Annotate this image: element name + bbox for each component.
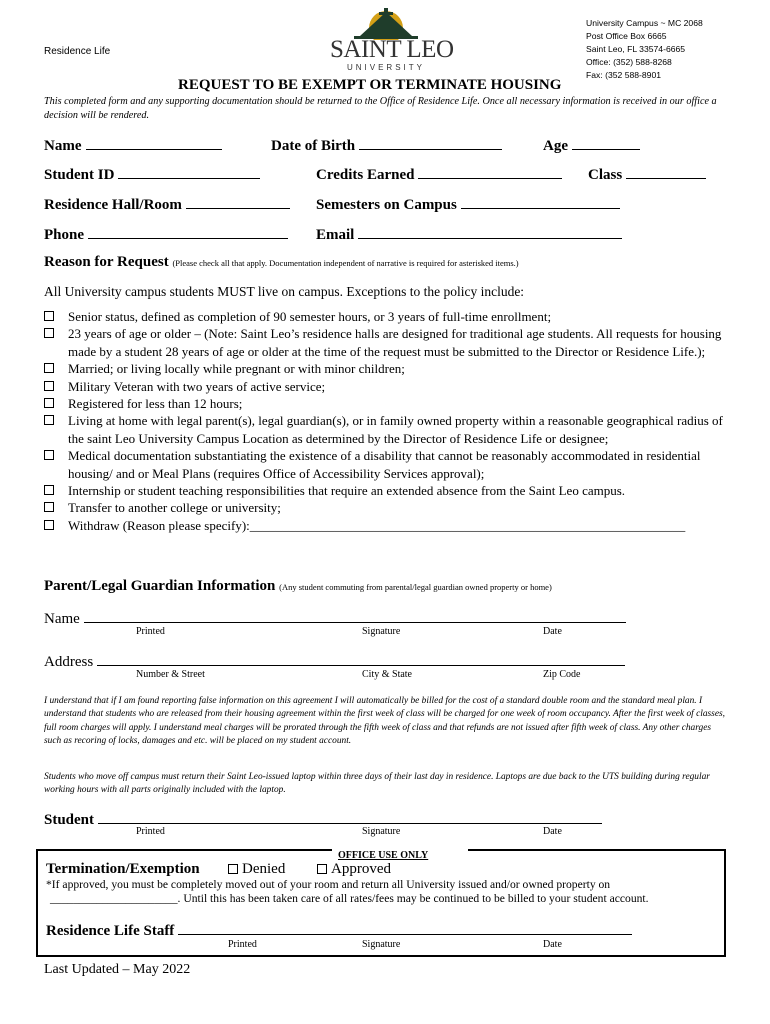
semesters-label: Semesters on Campus (316, 197, 457, 213)
checkbox[interactable] (44, 415, 54, 425)
university-logo (330, 6, 454, 76)
form-instructions: This completed form and any supporting documentation should be returned to the Office of Residence Life. Once all necessary information is received in our office a decision will be rendered. (44, 96, 717, 121)
hall-room-input-line[interactable] (186, 194, 290, 209)
staff-date-label: Date (543, 939, 562, 950)
option-age[interactable] (44, 325, 734, 360)
option-transfer[interactable] (44, 499, 734, 516)
student-id-field[interactable] (44, 164, 260, 184)
hall-room-field[interactable] (44, 194, 290, 214)
checkbox[interactable] (44, 520, 54, 530)
office-address (586, 17, 703, 82)
staff-signature-line[interactable] (178, 920, 632, 935)
guardian-address-label: Address (44, 654, 94, 670)
denied-label: Denied (242, 861, 286, 877)
option-label: Withdraw (Reason please specify):___________________________________________________________________ (68, 517, 686, 533)
student-signature-label: Signature (362, 826, 401, 837)
guardian-title: Parent/Legal Guardian Information (44, 578, 276, 594)
denied-option[interactable] (228, 861, 285, 878)
guardian-address-field[interactable] (44, 651, 625, 671)
option-medical[interactable] (44, 447, 734, 482)
checkbox[interactable] (44, 398, 54, 408)
approved-checkbox[interactable] (317, 864, 327, 874)
guardian-name-line[interactable] (84, 608, 626, 623)
class-field[interactable] (588, 164, 706, 184)
phone-field[interactable] (44, 224, 288, 244)
option-living-at-home[interactable] (44, 412, 734, 447)
option-label: Married; or living locally while pregnant or with minor children; (68, 361, 405, 377)
exemption-options (44, 308, 734, 534)
checkbox[interactable] (44, 502, 54, 512)
semesters-field[interactable] (316, 194, 620, 214)
address-line: Saint Leo, FL 33574-6665 (586, 44, 686, 54)
checkbox[interactable] (44, 311, 54, 321)
credits-field[interactable] (316, 164, 562, 184)
option-veteran[interactable] (44, 378, 734, 395)
checkbox[interactable] (44, 328, 54, 338)
policy-statement: All University campus students MUST live on campus. Exceptions to the policy include: (44, 284, 525, 299)
student-label: Student (44, 812, 95, 828)
option-label: 23 years of age or older – (Note: Saint Leo’s residence halls are designed for traditional age students. All requests for housing made by a student 28 years of age or older at the time of the request must be submitted to the Director or Residence Life.); (68, 326, 722, 359)
student-printed-label: Printed (136, 826, 165, 837)
checkbox[interactable] (44, 381, 54, 391)
guardian-note: (Any student commuting from parental/legal guardian owned property or home) (279, 582, 552, 592)
option-senior-status[interactable] (44, 308, 734, 325)
street-label: Number & Street (136, 669, 205, 680)
zip-label: Zip Code (543, 669, 581, 680)
option-withdraw[interactable] (44, 517, 734, 534)
option-label: Registered for less than 12 hours; (68, 396, 243, 412)
denied-checkbox[interactable] (228, 864, 238, 874)
office-use-heading: OFFICE USE ONLY (338, 850, 429, 861)
approved-option[interactable] (317, 861, 391, 878)
class-input-line[interactable] (626, 164, 706, 179)
laptop-notice: Students who move off campus must return their Saint Leo-issued laptop within three days of their last day in residence. Laptops are due back to the UTS building during regular working hours with all parts originally included with the laptop. (44, 772, 710, 796)
credits-label: Credits Earned (316, 167, 415, 183)
address-line: Office: (352) 588-8268 (586, 57, 672, 67)
reason-note: (Please check all that apply. Documentation independent of narrative is required for asterisked items.) (172, 258, 519, 268)
city-state-label: City & State (362, 669, 412, 680)
dob-label: Date of Birth (271, 138, 356, 154)
guardian-name-label: Name (44, 611, 80, 627)
certification-text: I understand that if I am found reporting false information on this agreement I will automatically be billed for the cost of a standard double room and the standard meal plan. I understand that students who are released from their housing agreement within the first week of class will be charged for one week of room occupancy. After the first week of classes, full room charges will apply. I understand meal charges will be prorated through the fifth week of class and that refunds are not issued after fifth week of class. Any other charges such as recoring of locks, damages and etc. will be placed on my student account. (44, 696, 725, 746)
form-title: REQUEST TO BE EXEMPT OR TERMINATE HOUSING (178, 77, 562, 93)
checkbox[interactable] (44, 450, 54, 460)
decision-label: Termination/Exemption (46, 861, 200, 877)
guardian-printed-label: Printed (136, 626, 165, 637)
office-label: Residence Life (44, 46, 111, 57)
address-line: Post Office Box 6665 (586, 31, 667, 41)
age-label: Age (543, 138, 568, 154)
address-line: University Campus ~ MC 2068 (586, 18, 703, 28)
option-label: Senior status, defined as completion of 90 semester hours, or 3 years of full-time enrollment; (68, 309, 552, 324)
credits-input-line[interactable] (418, 164, 562, 179)
phone-input-line[interactable] (88, 224, 288, 239)
logo-name: SAINT LEO (330, 36, 454, 63)
hall-room-label: Residence Hall/Room (44, 197, 182, 213)
guardian-signature-label: Signature (362, 626, 401, 637)
option-label: Transfer to another college or university; (68, 500, 281, 516)
name-field[interactable] (44, 135, 222, 155)
checkbox[interactable] (44, 485, 54, 495)
staff-label: Residence Life Staff (46, 923, 175, 939)
student-date-label: Date (543, 826, 562, 837)
guardian-name-field[interactable] (44, 608, 626, 628)
age-input-line[interactable] (572, 135, 640, 150)
semesters-input-line[interactable] (461, 194, 620, 209)
email-field[interactable] (316, 224, 622, 244)
approval-note-line-1: *If approved, you must be completely moved out of your room and return all University issued and/or owned property on (46, 878, 611, 891)
option-internship[interactable] (44, 482, 734, 499)
name-input-line[interactable] (86, 135, 222, 150)
option-label: Living at home with legal parent(s), legal guardian(s), or in family owned property within a reasonable geographical radius of the saint Leo University Campus Location as determined by the Director of Residence Life or designee; (68, 413, 723, 446)
option-label: Internship or student teaching responsibilities that require an extended absence from the Saint Leo campus. (68, 483, 626, 499)
staff-signature-label: Signature (362, 939, 401, 950)
email-input-line[interactable] (358, 224, 622, 239)
name-label: Name (44, 138, 82, 154)
staff-signature-field[interactable] (46, 920, 632, 940)
last-updated: Last Updated – May 2022 (44, 962, 191, 977)
logo-subtitle: UNIVERSITY (346, 63, 425, 72)
option-label: Medical documentation substantiating the existence of a disability that cannot be reasonably accommodated in residential housing/ and or Meal Plans (requires Office of Accessibility Services approval); (68, 448, 701, 481)
student-signature-line[interactable] (98, 809, 602, 824)
guardian-heading (44, 578, 552, 595)
address-line: Fax: (352 588-8901 (586, 70, 662, 80)
student-signature-field[interactable] (44, 809, 602, 829)
dob-input-line[interactable] (359, 135, 502, 150)
guardian-address-line[interactable] (97, 651, 625, 666)
option-part-time[interactable] (44, 395, 734, 412)
reason-title: Reason for Request (44, 254, 169, 270)
option-label: Military Veteran with two years of active service; (68, 378, 326, 394)
phone-label: Phone (44, 227, 85, 243)
checkbox[interactable] (44, 363, 54, 373)
reason-heading (44, 254, 519, 271)
email-label: Email (316, 227, 355, 243)
option-married[interactable] (44, 360, 734, 377)
age-field[interactable] (543, 135, 640, 155)
dob-field[interactable] (271, 135, 502, 155)
student-id-label: Student ID (44, 167, 115, 183)
guardian-date-label: Date (543, 626, 562, 637)
logo-emblem-icon (330, 6, 442, 40)
class-label: Class (588, 167, 623, 183)
student-id-input-line[interactable] (118, 164, 260, 179)
staff-printed-label: Printed (228, 939, 257, 950)
approved-label: Approved (331, 861, 391, 877)
approval-note-line-2: ______________________. Until this has been taken care of all rates/fees may be continued to be billed to your student account. (50, 892, 649, 905)
